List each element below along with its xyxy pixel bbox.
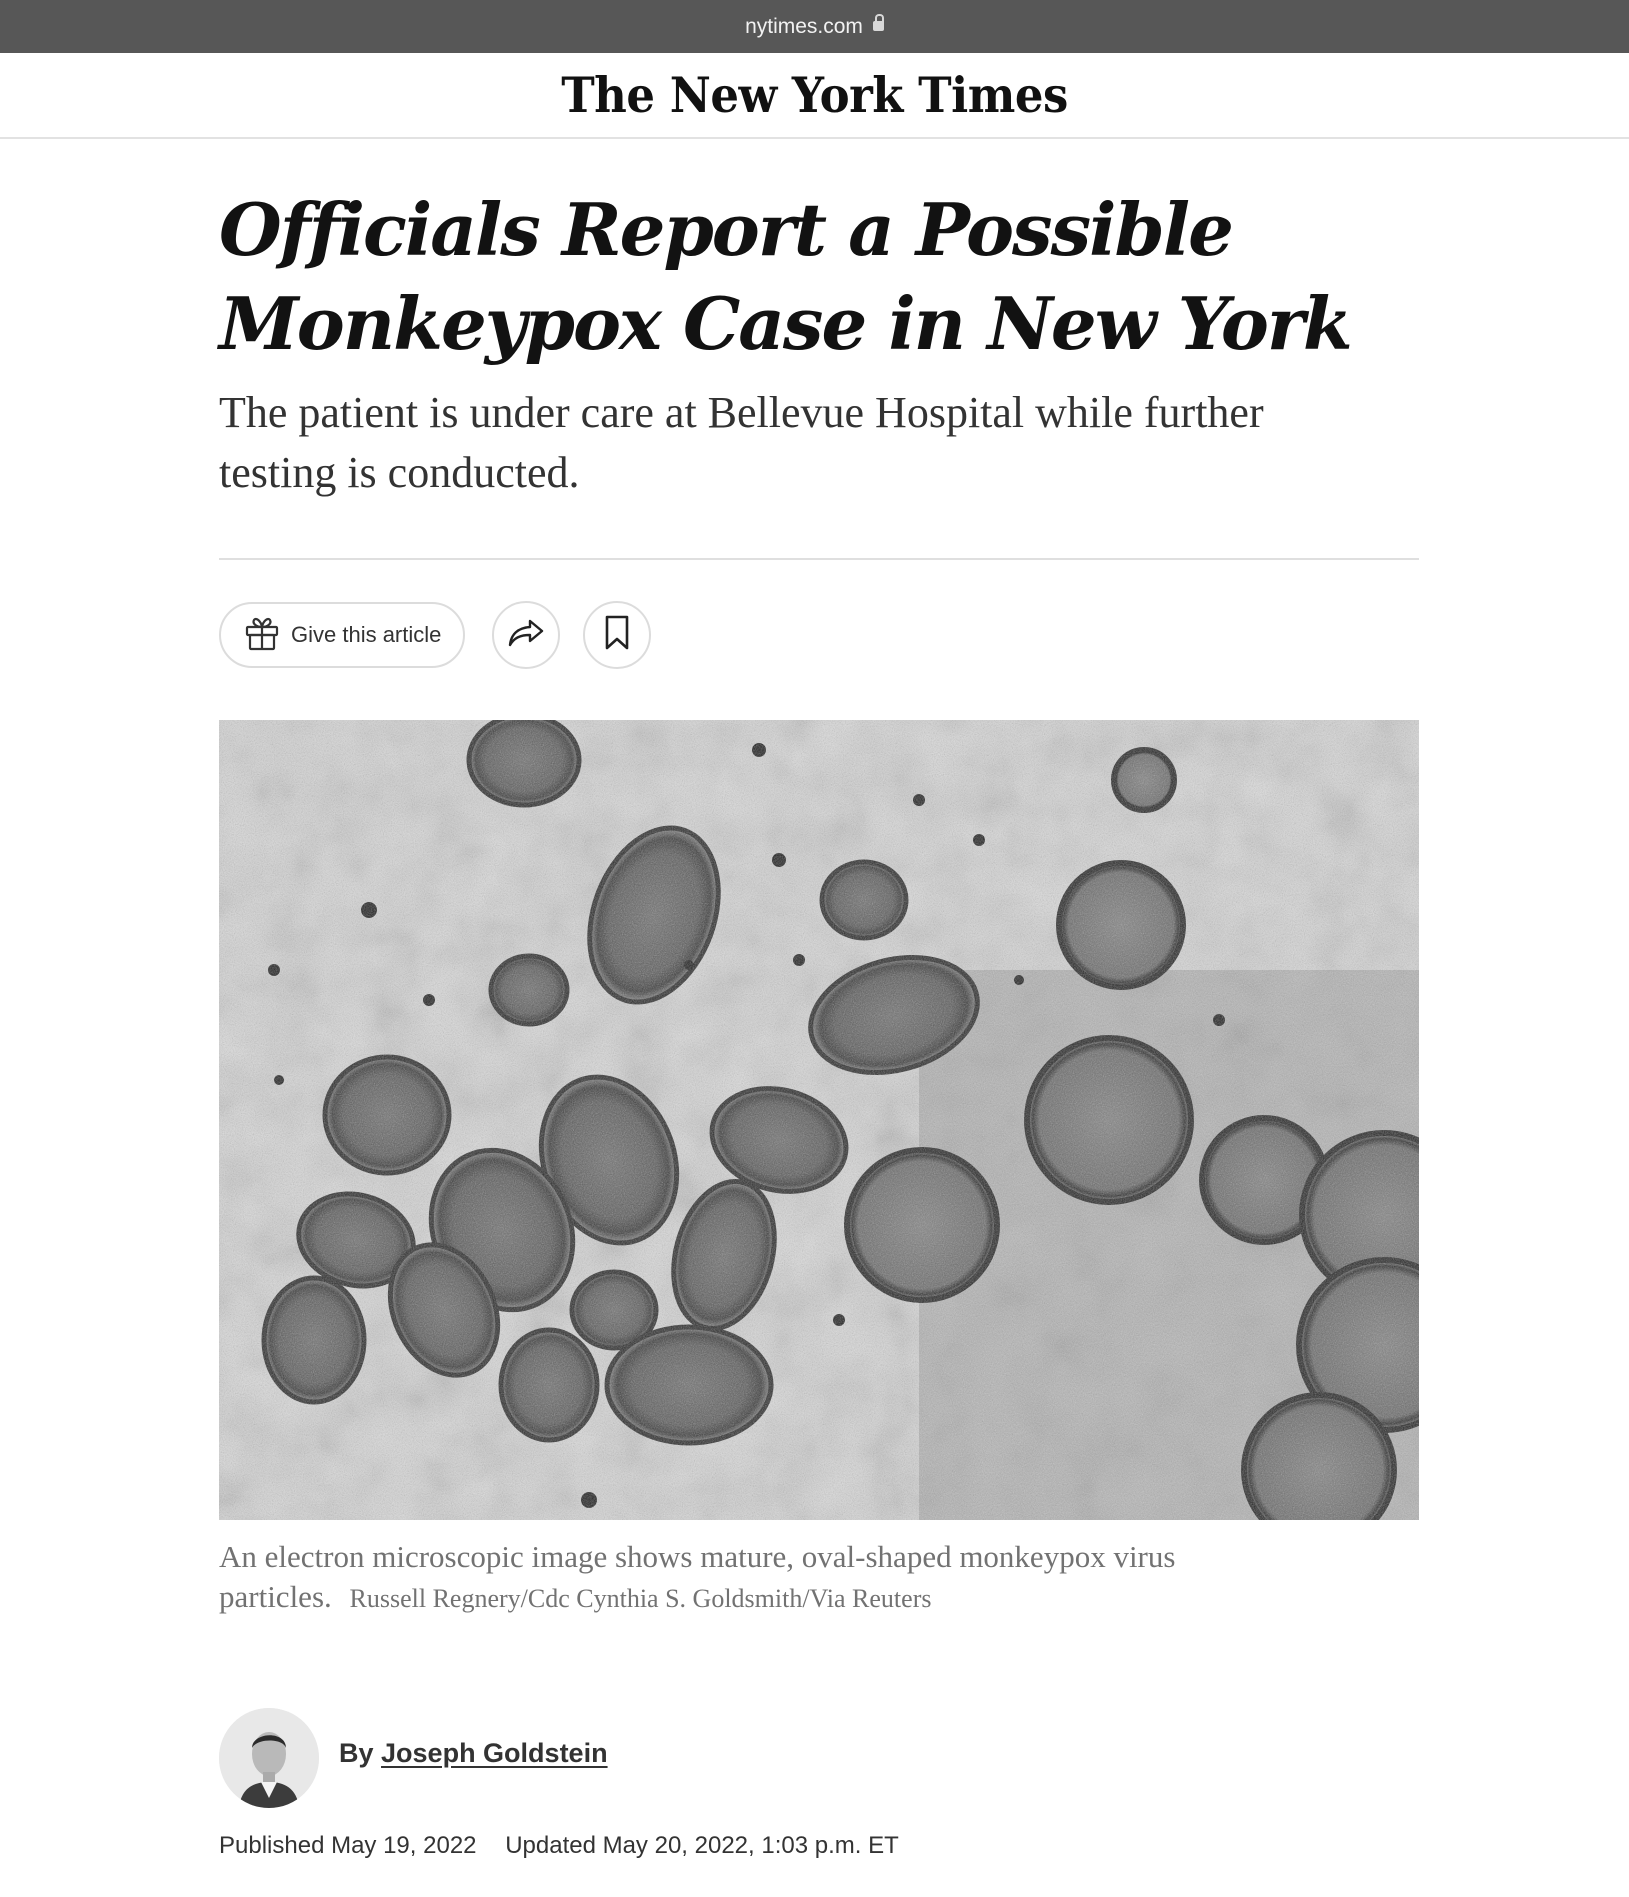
photo-caption (219, 1537, 1269, 1619)
byline-prefix: By (339, 1738, 374, 1768)
published-date: Published May 19, 2022 (219, 1832, 477, 1859)
photo-credit: Russell Regnery/Cdc Cynthia S. Goldsmith/Via Reuters (349, 1584, 932, 1613)
divider (219, 558, 1419, 560)
share-button[interactable] (492, 601, 560, 669)
author-link[interactable]: Joseph Goldstein (381, 1738, 608, 1768)
caption-text: An electron microscopic image shows mature, oval-shaped monkeypox virus particles. (219, 1539, 1176, 1614)
article-photo (219, 720, 1419, 1520)
browser-url-bar[interactable] (0, 0, 1629, 53)
bookmark-icon (604, 615, 630, 656)
author-avatar[interactable] (219, 1708, 319, 1808)
updated-date: Updated May 20, 2022, 1:03 p.m. ET (505, 1832, 899, 1859)
give-article-button[interactable] (219, 602, 465, 668)
give-article-label: Give this article (291, 622, 442, 647)
gift-icon (243, 614, 281, 657)
masthead (0, 53, 1629, 139)
lock-icon (873, 21, 884, 31)
article-headline: Officials Report a Possible Monkeypox Case in New York (219, 187, 1351, 366)
save-bookmark-button[interactable] (583, 601, 651, 669)
url-text[interactable]: nytimes.com (745, 14, 863, 38)
share-icon (506, 617, 546, 654)
byline (339, 1738, 608, 1769)
site-logo[interactable]: The New York Times (561, 66, 1068, 124)
article-summary: The patient is under care at Bellevue Hospital while further testing is conducted. (219, 388, 1264, 497)
dateline (219, 1832, 899, 1860)
